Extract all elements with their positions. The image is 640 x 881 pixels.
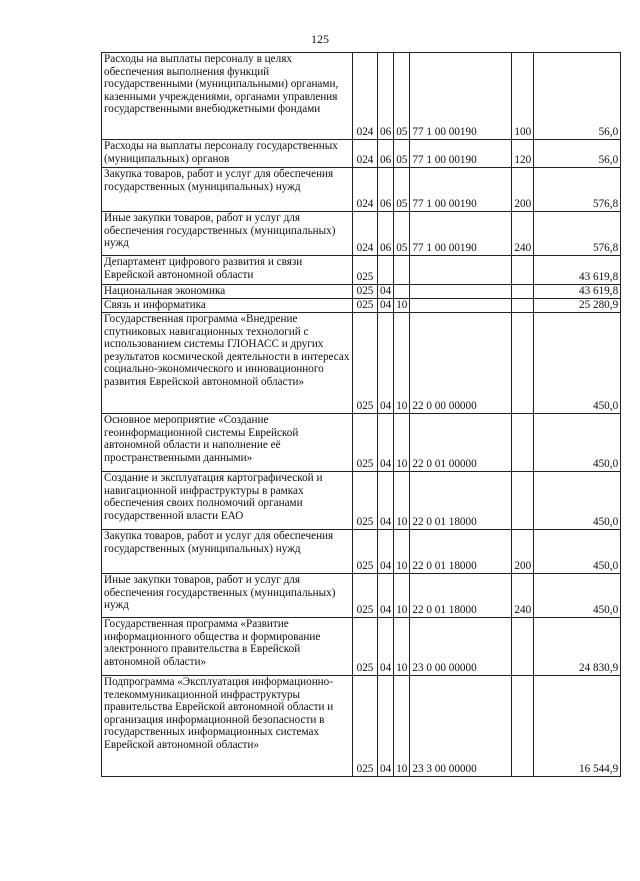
row-csr: 77 1 00 00190 bbox=[410, 53, 512, 140]
row-name: Иные закупки товаров, работ и услуг для обеспечения государственных (муниципальных) нужд bbox=[102, 574, 353, 618]
table-row bbox=[102, 472, 621, 530]
row-amount: 450,0 bbox=[534, 472, 621, 530]
row-name: Создание и эксплуатация картографической и навигационной инфраструктуры в рамках обеспечения своих полномочий органами государственной власти ЕАО bbox=[102, 472, 353, 530]
row-name: Государственная программа «Развитие информационного общества и формирование электронного правительства в Еврейской автономной области» bbox=[102, 618, 353, 676]
row-grbs: 025 bbox=[353, 574, 378, 618]
row-csr: 23 0 00 00000 bbox=[410, 618, 512, 676]
row-vr bbox=[512, 313, 534, 414]
row-amount: 450,0 bbox=[534, 414, 621, 472]
row-rz: 04 bbox=[378, 574, 394, 618]
row-pr: 05 bbox=[394, 212, 410, 256]
row-amount: 576,8 bbox=[534, 212, 621, 256]
table-row bbox=[102, 256, 621, 285]
row-grbs: 025 bbox=[353, 530, 378, 574]
row-grbs: 024 bbox=[353, 168, 378, 212]
row-pr bbox=[394, 285, 410, 299]
row-amount: 43 619,8 bbox=[534, 256, 621, 285]
row-name: Расходы на выплаты персоналу в целях обеспечения выполнения функций государственными (муниципальными) органами, казенными учреждениями, органами управления государственными внебюджетными фондами bbox=[102, 53, 353, 140]
row-grbs: 024 bbox=[353, 53, 378, 140]
row-grbs: 025 bbox=[353, 285, 378, 299]
budget-table bbox=[101, 52, 621, 777]
row-grbs: 025 bbox=[353, 414, 378, 472]
row-csr: 22 0 01 00000 bbox=[410, 414, 512, 472]
row-rz: 06 bbox=[378, 53, 394, 140]
table-row bbox=[102, 313, 621, 414]
row-vr bbox=[512, 256, 534, 285]
row-csr bbox=[410, 256, 512, 285]
row-name: Департамент цифрового развития и связи Еврейской автономной области bbox=[102, 256, 353, 285]
row-name: Иные закупки товаров, работ и услуг для обеспечения государственных (муниципальных) нужд bbox=[102, 212, 353, 256]
row-vr bbox=[512, 472, 534, 530]
row-rz: 04 bbox=[378, 618, 394, 676]
row-rz: 04 bbox=[378, 472, 394, 530]
row-amount: 24 830,9 bbox=[534, 618, 621, 676]
row-pr: 05 bbox=[394, 140, 410, 168]
row-rz: 04 bbox=[378, 530, 394, 574]
row-csr: 77 1 00 00190 bbox=[410, 212, 512, 256]
table-row bbox=[102, 212, 621, 256]
row-vr: 100 bbox=[512, 53, 534, 140]
table-row bbox=[102, 414, 621, 472]
row-amount: 450,0 bbox=[534, 530, 621, 574]
row-grbs: 025 bbox=[353, 472, 378, 530]
row-pr: 10 bbox=[394, 618, 410, 676]
table-row bbox=[102, 574, 621, 618]
row-csr: 22 0 01 18000 bbox=[410, 530, 512, 574]
table-row bbox=[102, 530, 621, 574]
row-vr bbox=[512, 676, 534, 777]
row-pr: 10 bbox=[394, 574, 410, 618]
row-rz: 06 bbox=[378, 168, 394, 212]
row-name: Закупка товаров, работ и услуг для обеспечения государственных (муниципальных) нужд bbox=[102, 168, 353, 212]
row-rz: 04 bbox=[378, 285, 394, 299]
row-rz bbox=[378, 256, 394, 285]
row-pr: 10 bbox=[394, 472, 410, 530]
row-csr: 22 0 01 18000 bbox=[410, 574, 512, 618]
row-grbs: 025 bbox=[353, 676, 378, 777]
row-pr: 05 bbox=[394, 53, 410, 140]
row-rz: 04 bbox=[378, 299, 394, 313]
table-row bbox=[102, 168, 621, 212]
row-rz: 04 bbox=[378, 313, 394, 414]
row-vr bbox=[512, 618, 534, 676]
row-amount: 56,0 bbox=[534, 140, 621, 168]
row-grbs: 024 bbox=[353, 212, 378, 256]
table-row bbox=[102, 285, 621, 299]
row-name: Основное мероприятие «Создание геоинформационной системы Еврейской автономной области и наполнение её пространственными данными» bbox=[102, 414, 353, 472]
row-csr: 22 0 00 00000 bbox=[410, 313, 512, 414]
row-grbs: 025 bbox=[353, 313, 378, 414]
table-row bbox=[102, 53, 621, 140]
row-vr bbox=[512, 285, 534, 299]
row-vr: 200 bbox=[512, 168, 534, 212]
row-rz: 04 bbox=[378, 676, 394, 777]
row-amount: 450,0 bbox=[534, 574, 621, 618]
row-pr bbox=[394, 256, 410, 285]
page-number: 125 bbox=[311, 32, 329, 46]
row-name: Национальная экономика bbox=[102, 285, 353, 299]
row-vr: 240 bbox=[512, 574, 534, 618]
row-pr: 05 bbox=[394, 168, 410, 212]
row-name: Подпрограмма «Эксплуатация информационно-телекоммуникационной инфраструктуры правительства Еврейской автономной области и организация информационной безопасности в государственных информационных системах Еврейской автономной области» bbox=[102, 676, 353, 777]
row-csr: 77 1 00 00190 bbox=[410, 168, 512, 212]
row-grbs: 025 bbox=[353, 618, 378, 676]
row-name: Связь и информатика bbox=[102, 299, 353, 313]
row-vr: 120 bbox=[512, 140, 534, 168]
row-vr bbox=[512, 299, 534, 313]
row-csr: 23 3 00 00000 bbox=[410, 676, 512, 777]
row-vr bbox=[512, 414, 534, 472]
row-pr: 10 bbox=[394, 414, 410, 472]
row-grbs: 025 bbox=[353, 299, 378, 313]
row-rz: 04 bbox=[378, 414, 394, 472]
row-csr bbox=[410, 299, 512, 313]
row-pr: 10 bbox=[394, 676, 410, 777]
row-csr bbox=[410, 285, 512, 299]
row-name: Государственная программа «Внедрение спутниковых навигационных технологий с использованием системы ГЛОНАСС и других результатов космической деятельности в интересах социально-экономического и инновационного развития Еврейской автономной области» bbox=[102, 313, 353, 414]
row-pr: 10 bbox=[394, 530, 410, 574]
row-amount: 56,0 bbox=[534, 53, 621, 140]
row-pr: 10 bbox=[394, 313, 410, 414]
row-amount: 450,0 bbox=[534, 313, 621, 414]
row-amount: 43 619,8 bbox=[534, 285, 621, 299]
row-vr: 200 bbox=[512, 530, 534, 574]
row-name: Закупка товаров, работ и услуг для обеспечения государственных (муниципальных) нужд bbox=[102, 530, 353, 574]
row-pr: 10 bbox=[394, 299, 410, 313]
table-row bbox=[102, 618, 621, 676]
row-amount: 25 280,9 bbox=[534, 299, 621, 313]
row-grbs: 024 bbox=[353, 140, 378, 168]
row-amount: 576,8 bbox=[534, 168, 621, 212]
row-amount: 16 544,9 bbox=[534, 676, 621, 777]
row-vr: 240 bbox=[512, 212, 534, 256]
row-rz: 06 bbox=[378, 212, 394, 256]
row-name: Расходы на выплаты персоналу государственных (муниципальных) органов bbox=[102, 140, 353, 168]
table-row bbox=[102, 676, 621, 777]
row-csr: 22 0 01 18000 bbox=[410, 472, 512, 530]
row-rz: 06 bbox=[378, 140, 394, 168]
table-row bbox=[102, 140, 621, 168]
row-csr: 77 1 00 00190 bbox=[410, 140, 512, 168]
row-grbs: 025 bbox=[353, 256, 378, 285]
table-row bbox=[102, 299, 621, 313]
